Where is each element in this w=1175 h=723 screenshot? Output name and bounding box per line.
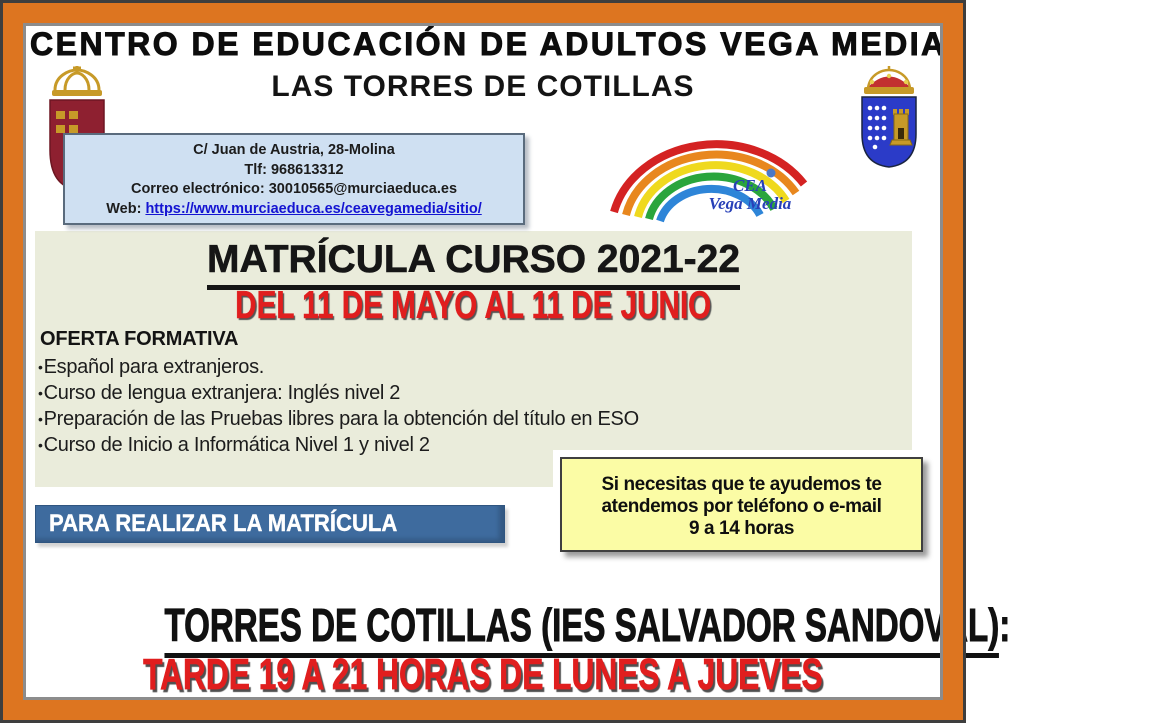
matricula-banner-label: PARA REALIZAR LA MATRÍCULA (49, 510, 398, 537)
offer-list (38, 354, 904, 458)
offer-item-text: Español para extranjeros. (43, 356, 265, 378)
cea-vega-media-logo (608, 140, 818, 225)
help-line: atendemos por teléfono o e-mail (601, 496, 882, 517)
contact-web-line (65, 200, 523, 220)
matricula-banner (35, 505, 505, 543)
footer-colon: : (999, 599, 1011, 651)
logo-dot-icon (767, 169, 776, 178)
town-title: LAS TORRES DE COTILLAS (271, 70, 695, 103)
help-box (560, 457, 923, 552)
bullet-icon: • (38, 411, 43, 427)
help-line: 9 a 14 horas (688, 518, 795, 539)
matricula-title: MATRÍCULA CURSO 2021-22 (207, 238, 740, 290)
cotillas-coat-of-arms-icon (858, 66, 920, 171)
matricula-dates-row (35, 284, 912, 328)
web-label: Web: (106, 200, 146, 217)
contact-info-box (63, 133, 525, 225)
contact-email: Correo electrónico: 30010565@murciaeduca.es (130, 181, 458, 197)
website-link[interactable]: https://www.murciaeduca.es/ceavegamedia/sitio/ (145, 200, 482, 217)
enrollment-panel (35, 231, 912, 487)
footer-schedule: TARDE 19 A 21 HORAS DE LUNES A JUEVES (143, 650, 823, 699)
bullet-icon: • (38, 385, 43, 401)
contact-phone: Tlf: 968613312 (244, 161, 344, 178)
logo-text-vega-media: Vega Media (708, 194, 792, 213)
bullet-icon: • (38, 359, 43, 375)
offer-heading: OFERTA FORMATIVA (40, 328, 239, 350)
contact-address: C/ Juan de Austria, 28-Molina (193, 142, 395, 158)
matricula-title-row (35, 238, 912, 290)
footer-location: TORRES DE COTILLAS (IES SALVADOR SANDOVAL) (164, 599, 999, 658)
help-line: Si necesitas que te ayudemos te (601, 474, 882, 495)
offer-item (38, 406, 904, 432)
matricula-dates: DEL 11 DE MAYO AL 11 DE JUNIO (235, 284, 712, 327)
offer-item (38, 380, 904, 406)
bullet-icon: • (38, 437, 43, 453)
footer-location-line (0, 598, 1011, 652)
offer-item-text: Curso de lengua extranjera: Inglés nivel 2 (43, 382, 401, 404)
offer-item-text: Preparación de las Pruebas libres para la obtención del título en ESO (43, 408, 639, 430)
footer-schedule-line (0, 650, 966, 700)
offer-item (38, 354, 904, 380)
logo-text-cea: CEA (732, 176, 768, 195)
offer-item-text: Curso de Inicio a Informática Nivel 1 y nivel 2 (43, 434, 430, 456)
center-name-title: CENTRO DE EDUCACIÓN DE ADULTOS VEGA MEDIA (30, 26, 947, 62)
